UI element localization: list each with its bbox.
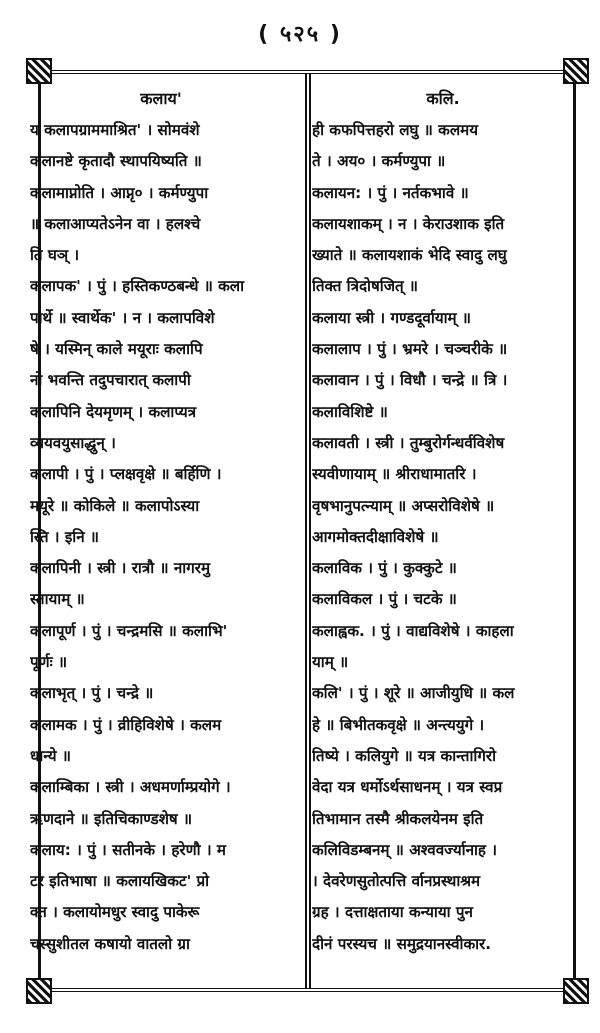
corner-ornament-top-left — [26, 58, 52, 84]
text-line: स्तायाम् ॥ — [30, 590, 85, 609]
text-line: पार्थे ॥ स्वार्थेक' । न । कलापविशे — [30, 308, 215, 327]
text-line: व्ययवयुसाद्धुन् । — [30, 433, 116, 452]
right-column-header: कलि. — [426, 89, 460, 108]
text-line: कलामक । पुं । व्रीहिविशेषे । कलम — [30, 715, 222, 734]
text-line: वृषभानुपत्न्याम् ॥ अप्सरोविशेषे ॥ — [312, 496, 495, 515]
text-line: ही कफपित्तहरो लघु ॥ कलमय — [312, 121, 479, 139]
text-line: मयूरे ॥ कोकिले ॥ कलापोऽस्या — [30, 496, 200, 515]
text-line: ग्रह । दत्ताक्षताया कन्याया पुन — [312, 903, 473, 922]
text-line: कलाभृत् । पुं । चन्द्रे ॥ — [30, 684, 154, 703]
left-column — [30, 84, 292, 960]
column-divider — [305, 74, 311, 988]
text-line: टर इतिभाषा ॥ कलायखिकट' प्रो — [30, 872, 210, 891]
text-line: कलाह्वक. । पुं । वाद्यविशेषे । काहला — [312, 621, 514, 640]
corner-ornament-top-right — [563, 58, 589, 84]
text-line: पूर्णः ॥ — [30, 653, 68, 672]
text-line: ॥ कलाआप्यतेऽनेन वा । हलश्चे — [30, 214, 201, 233]
text-line: कलापिनि देयमृणम् । कलाप्यत्र — [30, 402, 197, 421]
text-line: कलानष्टे कृतादौ स्थापयिष्यति ॥ — [30, 152, 202, 171]
text-line: स्ति । इनि ॥ — [30, 527, 100, 546]
text-line: नो भवन्ति तदुपचारात् कलापी — [30, 371, 191, 390]
text-line: आगमोक्तदीक्षाविशेषे ॥ — [312, 527, 439, 546]
text-line: कलि' । पुं । शूरे ॥ आजीयुधि ॥ कल — [312, 684, 515, 703]
left-column-lines — [30, 115, 292, 960]
corner-ornament-bottom-right — [563, 978, 589, 1004]
text-line: कलाया स्त्री । गण्डदूर्वायाम् ॥ — [312, 308, 472, 327]
text-line: ते । अय० । कर्मण्युपा ॥ — [312, 152, 446, 171]
page-number: ( ५२५ ) — [258, 22, 342, 47]
text-line: चस्सुशीतल कषायो वातलो ग्रा — [30, 934, 190, 953]
text-line: कलाविक । पुं । कुक्कुटे ॥ — [312, 559, 457, 578]
text-line: दीनं परस्यच ॥ समुद्रयानस्वीकार. — [312, 934, 492, 953]
text-line: कलिविडम्बनम् ॥ अश्ववर्ज्यानाह । — [312, 840, 498, 859]
corner-ornament-bottom-left — [26, 978, 52, 1004]
text-line: कलाम्बिका । स्त्री । अधमर्णाम्प्रयोगे । — [30, 778, 231, 797]
text-line: याम् ॥ — [312, 653, 349, 672]
text-line: धान्ये ॥ — [30, 746, 71, 765]
text-line: कलाविकल । पुं । चटके ॥ — [312, 590, 457, 609]
text-line: कलापूर्ण । पुं । चन्द्रमसि ॥ कलाभि' — [30, 621, 228, 640]
text-line: ति घञ् । — [30, 246, 80, 265]
text-line: य कलापग्राममाश्रित' । सोमवंशे — [30, 121, 200, 139]
text-line: कलावान । पुं । विधौ । चन्द्रे ॥ त्रि । — [312, 371, 508, 390]
text-line: कलाय: । पुं । सतीनके । हरेणौ । म — [30, 840, 226, 859]
text-line: वेदा यत्र धर्मोऽर्थसाधनम् । यत्र स्वप्र — [312, 778, 503, 797]
right-column — [312, 84, 574, 960]
text-line: क्त । कलायोमधुर स्वादु पाकेरू — [30, 903, 200, 922]
right-column-lines — [312, 115, 574, 960]
left-column-header: कलाय' — [140, 89, 182, 108]
text-line: कलावती । स्त्री । तुम्बुरोर्गन्धर्वविशेष — [312, 433, 505, 452]
text-line: तिक्त त्रिदोषजित् ॥ — [312, 277, 419, 296]
text-line: ऋणदाने ॥ इतिचिकाण्डशेष ॥ — [30, 809, 193, 828]
text-line: कलापी । पुं । प्लक्षवृक्षे ॥ बर्हिणि । — [30, 465, 222, 484]
text-line: कलापिनी । स्त्री । रात्रौ ॥ नागरमु — [30, 559, 211, 578]
text-line: कलालाप । पुं । भ्रमरे । चञ्चरीके ॥ — [312, 340, 508, 359]
text-line: स्यवीणायाम् ॥ श्रीराधामातरि । — [312, 465, 477, 484]
text-line: कलामाप्नोति । आप्नृ० । कर्मण्युपा — [30, 183, 209, 202]
text-line: । देवरेणसुतोत्पत्ति र्वानप्रस्थाश्रम — [312, 872, 481, 891]
text-line: कलायशाकम् । न । केराउशाक इति — [312, 214, 505, 233]
text-line: ख्याते ॥ कलायशाकं भेदि स्वादु लघु — [312, 246, 507, 265]
text-line: तिभामान तस्मै श्रीकलयेनम इति — [312, 809, 484, 828]
text-line: कलाविशिष्टे ॥ — [312, 402, 388, 421]
text-line: कलायन: । पुं । नर्तकभावे ॥ — [312, 183, 469, 202]
text-line: तिष्ये । कलियुगे ॥ यत्र कान्तागिरो — [312, 746, 497, 765]
text-line: कलापक' । पुं । हस्तिकण्ठबन्धे ॥ कला — [30, 277, 245, 296]
text-line: षे । यस्मिन् काले मयूराः कलापि — [30, 340, 203, 359]
text-line: हे ॥ बिभीतकवृक्षे ॥ अन्त्ययुगे । — [312, 715, 485, 734]
